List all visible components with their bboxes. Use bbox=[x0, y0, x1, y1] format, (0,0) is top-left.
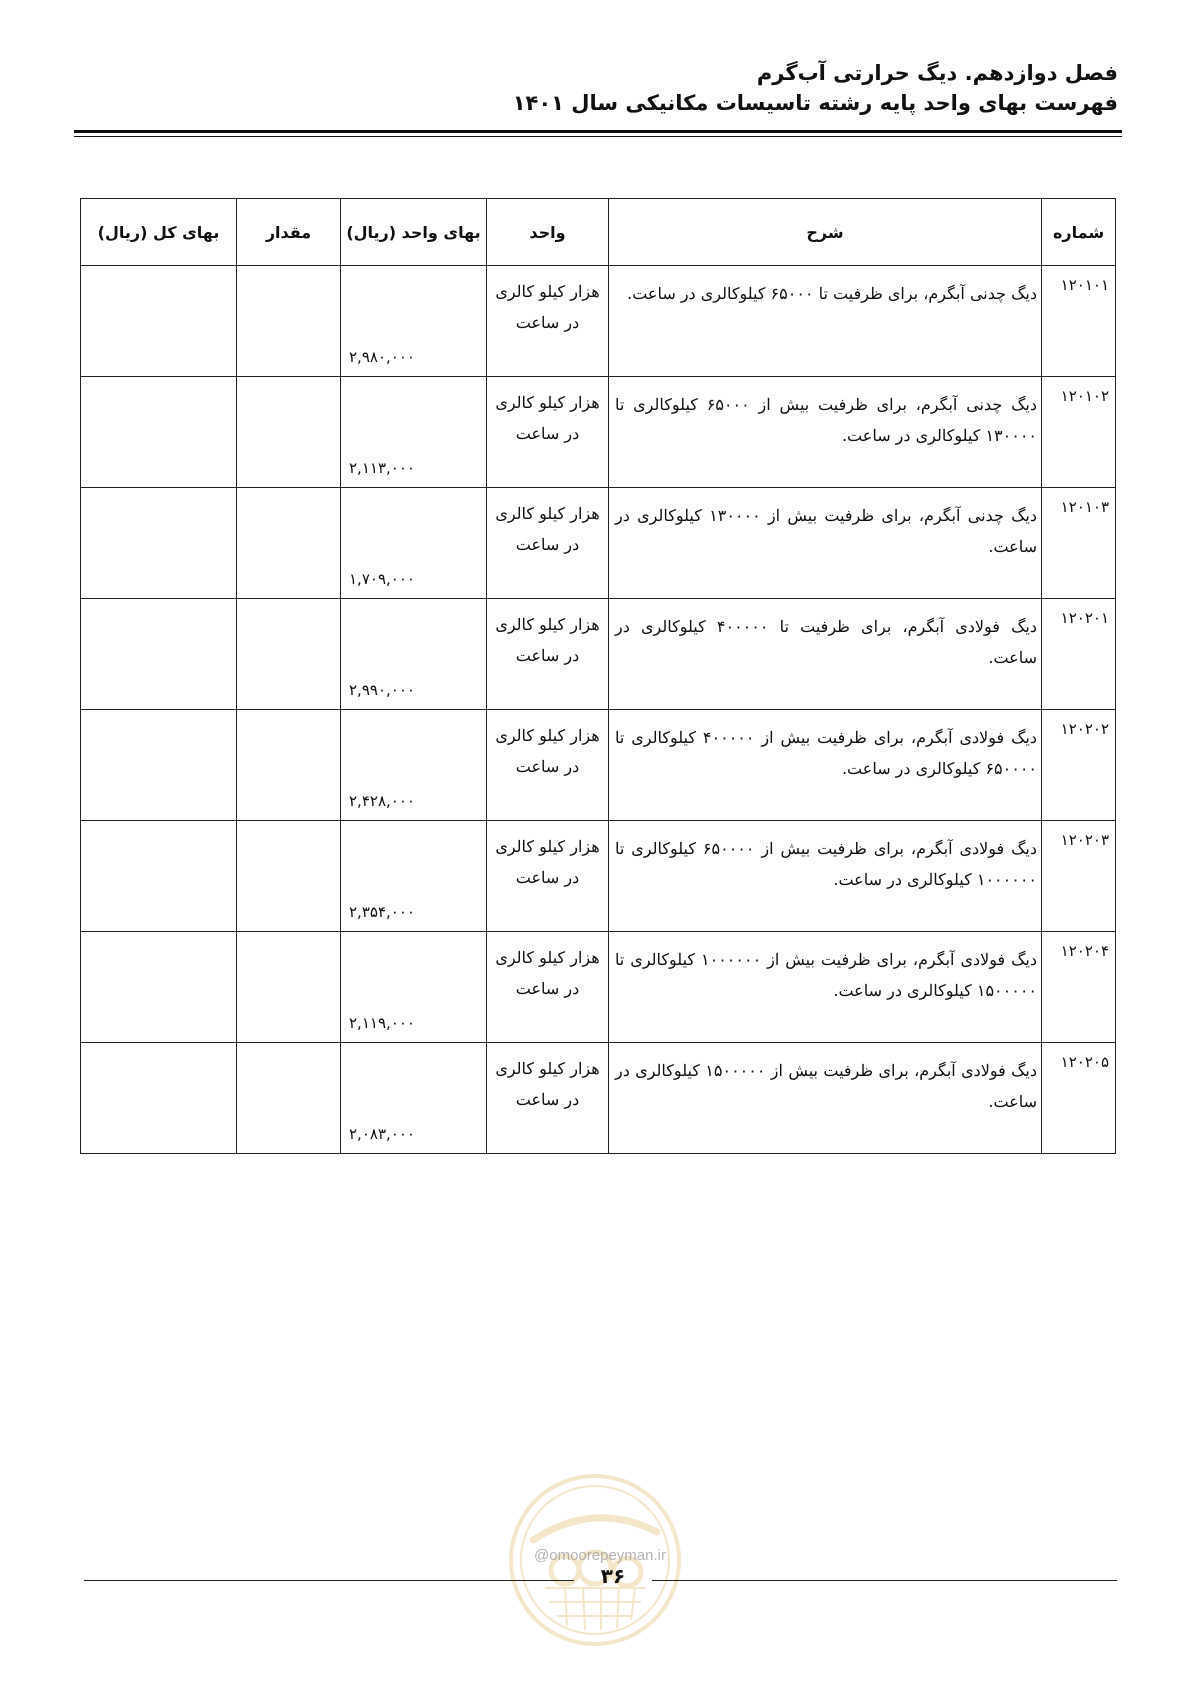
watermark-url: @omoorepeyman.ir bbox=[534, 1547, 666, 1564]
price-list-table bbox=[80, 198, 1116, 1154]
row-quantity bbox=[237, 1043, 341, 1154]
row-unit: هزار کیلو کالری در ساعت bbox=[487, 932, 609, 1043]
row-code: ۱۲۰۲۰۲ bbox=[1042, 710, 1116, 821]
row-unit: هزار کیلو کالری در ساعت bbox=[487, 821, 609, 932]
row-quantity bbox=[237, 266, 341, 377]
row-quantity bbox=[237, 710, 341, 821]
row-unit: هزار کیلو کالری در ساعت bbox=[487, 1043, 609, 1154]
row-description: دیگ چدنی آبگرم، برای ظرفیت تا ۶۵۰۰۰ کیلوکالری در ساعت. bbox=[609, 266, 1042, 377]
row-total-price bbox=[81, 266, 237, 377]
header-unit-price: بهای واحد (ریال) bbox=[341, 199, 487, 266]
header-description: شرح bbox=[609, 199, 1042, 266]
table-row bbox=[81, 710, 1116, 821]
row-description: دیگ چدنی آبگرم، برای ظرفیت بیش از ۱۳۰۰۰۰ کیلوکالری در ساعت. bbox=[609, 488, 1042, 599]
footer-rule-left bbox=[84, 1580, 574, 1581]
row-total-price bbox=[81, 1043, 237, 1154]
row-description: دیگ فولادی آبگرم، برای ظرفیت تا ۴۰۰۰۰۰ کیلوکالری در ساعت. bbox=[609, 599, 1042, 710]
row-total-price bbox=[81, 932, 237, 1043]
header-code: شماره bbox=[1042, 199, 1116, 266]
row-quantity bbox=[237, 932, 341, 1043]
row-code: ۱۲۰۱۰۳ bbox=[1042, 488, 1116, 599]
row-description: دیگ فولادی آبگرم، برای ظرفیت بیش از ۱۰۰۰۰۰۰ کیلوکالری تا ۱۵۰۰۰۰۰ کیلوکالری در ساعت. bbox=[609, 932, 1042, 1043]
table-row bbox=[81, 932, 1116, 1043]
row-unit: هزار کیلو کالری در ساعت bbox=[487, 266, 609, 377]
row-unit: هزار کیلو کالری در ساعت bbox=[487, 710, 609, 821]
header-rule-thick bbox=[74, 130, 1122, 133]
header-total-price: بهای کل (ریال) bbox=[81, 199, 237, 266]
header-unit: واحد bbox=[487, 199, 609, 266]
row-total-price bbox=[81, 488, 237, 599]
row-code: ۱۲۰۲۰۱ bbox=[1042, 599, 1116, 710]
row-description: دیگ فولادی آبگرم، برای ظرفیت بیش از ۶۵۰۰۰۰ کیلوکالری تا ۱۰۰۰۰۰۰ کیلوکالری در ساعت. bbox=[609, 821, 1042, 932]
document-title: فهرست بهای واحد پایه رشته تاسیسات مکانیکی سال ۱۴۰۱ bbox=[512, 91, 1118, 115]
chapter-title: فصل دوازدهم. دیگ حرارتی آب‌گرم bbox=[756, 61, 1118, 85]
page-number: ۳۶ bbox=[600, 1564, 626, 1588]
table-row bbox=[81, 1043, 1116, 1154]
row-total-price bbox=[81, 599, 237, 710]
header-rule-thin bbox=[74, 136, 1122, 137]
row-total-price bbox=[81, 821, 237, 932]
row-unit-price: ۱,۷۰۹,۰۰۰ bbox=[341, 488, 487, 599]
row-unit: هزار کیلو کالری در ساعت bbox=[487, 599, 609, 710]
row-quantity bbox=[237, 377, 341, 488]
table-row bbox=[81, 266, 1116, 377]
row-code: ۱۲۰۱۰۲ bbox=[1042, 377, 1116, 488]
row-unit-price: ۲,۳۵۴,۰۰۰ bbox=[341, 821, 487, 932]
row-unit-price: ۲,۱۱۹,۰۰۰ bbox=[341, 932, 487, 1043]
row-quantity bbox=[237, 488, 341, 599]
row-code: ۱۲۰۲۰۴ bbox=[1042, 932, 1116, 1043]
row-description: دیگ چدنی آبگرم، برای ظرفیت بیش از ۶۵۰۰۰ کیلوکالری تا ۱۳۰۰۰۰ کیلوکالری در ساعت. bbox=[609, 377, 1042, 488]
header-quantity: مقدار bbox=[237, 199, 341, 266]
table-row bbox=[81, 488, 1116, 599]
row-unit: هزار کیلو کالری در ساعت bbox=[487, 488, 609, 599]
table-row bbox=[81, 821, 1116, 932]
footer-rule-right bbox=[652, 1580, 1117, 1581]
row-code: ۱۲۰۱۰۱ bbox=[1042, 266, 1116, 377]
row-unit-price: ۲,۴۲۸,۰۰۰ bbox=[341, 710, 487, 821]
row-description: دیگ فولادی آبگرم، برای ظرفیت بیش از ۴۰۰۰۰۰ کیلوکالری تا ۶۵۰۰۰۰ کیلوکالری در ساعت. bbox=[609, 710, 1042, 821]
row-unit-price: ۲,۰۸۳,۰۰۰ bbox=[341, 1043, 487, 1154]
row-total-price bbox=[81, 710, 237, 821]
table-row bbox=[81, 599, 1116, 710]
row-unit: هزار کیلو کالری در ساعت bbox=[487, 377, 609, 488]
row-total-price bbox=[81, 377, 237, 488]
row-code: ۱۲۰۲۰۵ bbox=[1042, 1043, 1116, 1154]
table-header-row bbox=[81, 199, 1116, 266]
page-header bbox=[74, 58, 1118, 118]
row-quantity bbox=[237, 821, 341, 932]
row-unit-price: ۲,۱۱۳,۰۰۰ bbox=[341, 377, 487, 488]
row-quantity bbox=[237, 599, 341, 710]
row-unit-price: ۲,۹۹۰,۰۰۰ bbox=[341, 599, 487, 710]
row-unit-price: ۲,۹۸۰,۰۰۰ bbox=[341, 266, 487, 377]
row-code: ۱۲۰۲۰۳ bbox=[1042, 821, 1116, 932]
table-row bbox=[81, 377, 1116, 488]
row-description: دیگ فولادی آبگرم، برای ظرفیت بیش از ۱۵۰۰۰۰۰ کیلوکالری در ساعت. bbox=[609, 1043, 1042, 1154]
